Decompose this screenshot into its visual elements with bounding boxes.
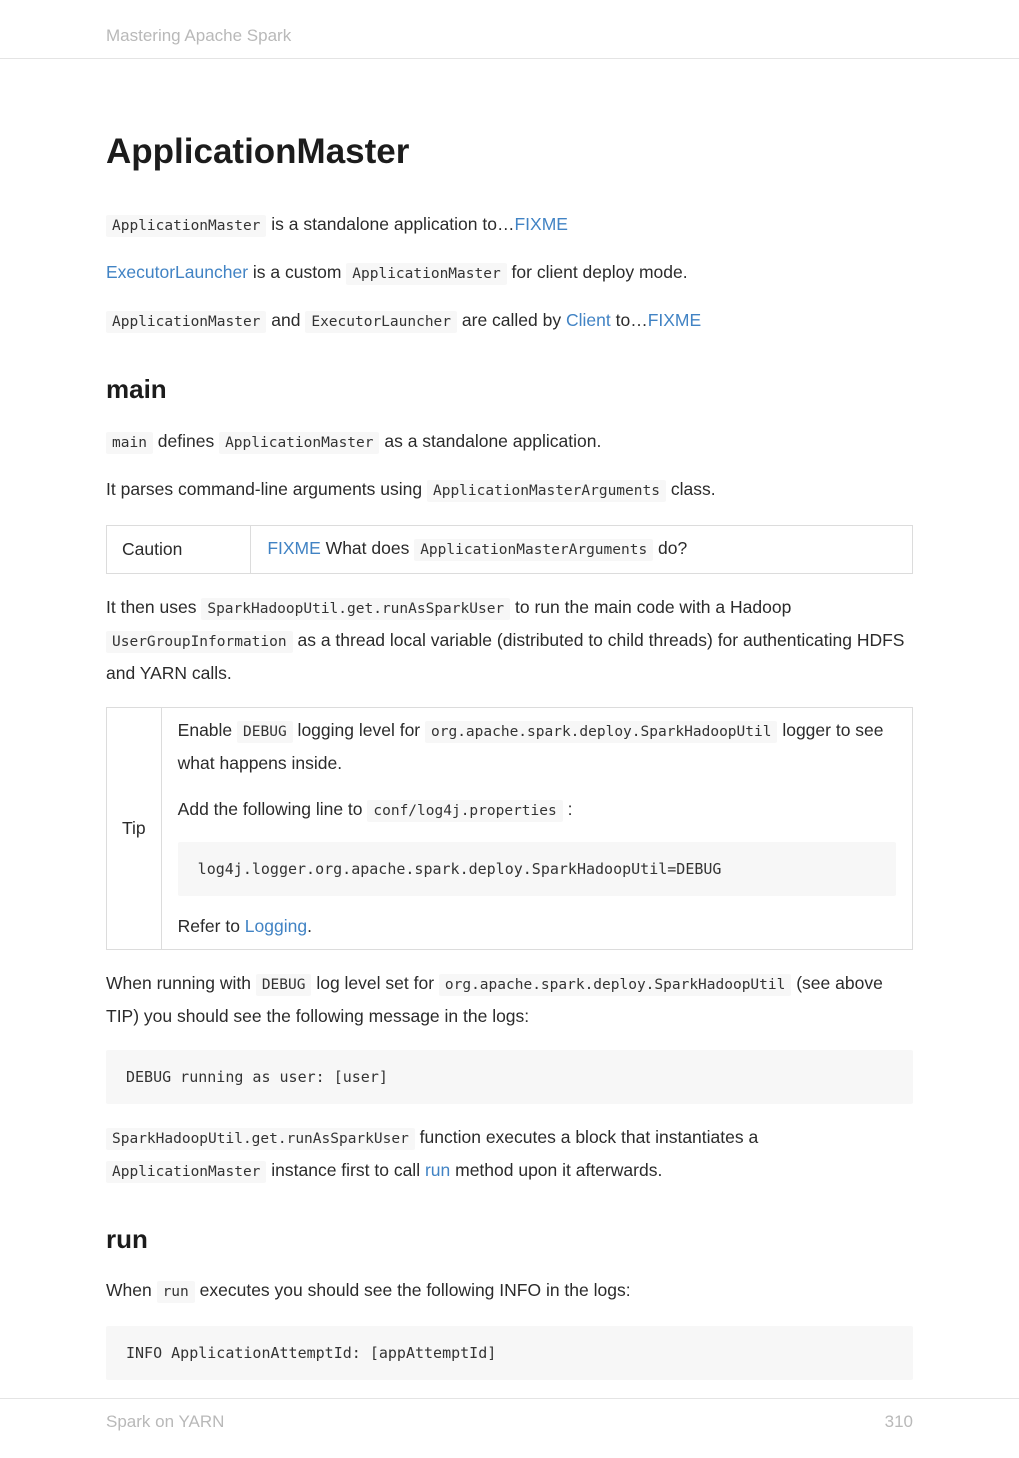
section-heading: main bbox=[106, 374, 167, 404]
page-header bbox=[0, 0, 1019, 59]
inline-code: SparkHadoopUtil.get.runAsSparkUser bbox=[201, 598, 510, 620]
paragraph: main defines ApplicationMaster as a standalone application. bbox=[106, 426, 913, 459]
paragraph: SparkHadoopUtil.get.runAsSparkUser function executes a block that instantiates a ApplicationMaster instance first to call run method upon it afterwards. bbox=[106, 1122, 913, 1188]
paragraph: When run executes you should see the following INFO in the logs: bbox=[106, 1275, 913, 1308]
inline-code: org.apache.spark.deploy.SparkHadoopUtil bbox=[439, 974, 791, 996]
document-content bbox=[106, 131, 913, 1380]
inline-code: ApplicationMasterArguments bbox=[414, 539, 653, 561]
paragraph: ApplicationMaster and ExecutorLauncher are called by Client to…FIXME bbox=[106, 305, 913, 338]
link[interactable]: Client bbox=[565, 310, 611, 330]
note-caution bbox=[106, 525, 913, 574]
page-title: ApplicationMaster bbox=[106, 132, 410, 171]
note-label: Tip bbox=[107, 708, 162, 949]
code-block: log4j.logger.org.apache.spark.deploy.SparkHadoopUtil=DEBUG bbox=[178, 842, 896, 896]
footer-page-number: 310 bbox=[884, 1412, 913, 1431]
inline-code: ApplicationMasterArguments bbox=[427, 480, 666, 502]
inline-code: ApplicationMaster bbox=[106, 215, 266, 237]
note-tip bbox=[106, 707, 913, 950]
paragraph: Enable DEBUG logging level for org.apache.spark.deploy.SparkHadoopUtil logger to see what happens inside. bbox=[177, 719, 884, 773]
paragraph: It parses command-line arguments using ApplicationMasterArguments class. bbox=[106, 474, 913, 507]
link[interactable]: ExecutorLauncher bbox=[106, 262, 249, 282]
inline-code: ApplicationMaster bbox=[346, 263, 506, 285]
link[interactable]: FIXME bbox=[647, 310, 702, 330]
inline-code: run bbox=[157, 1281, 195, 1303]
inline-code: DEBUG bbox=[237, 721, 293, 743]
note-body bbox=[162, 708, 912, 949]
inline-code: ApplicationMaster bbox=[219, 432, 379, 454]
note-body bbox=[251, 526, 912, 573]
paragraph: ExecutorLauncher is a custom ApplicationMaster for client deploy mode. bbox=[106, 257, 913, 290]
inline-code: ApplicationMaster bbox=[106, 311, 266, 333]
page-footer bbox=[0, 1398, 1019, 1458]
paragraph: Add the following line to conf/log4j.properties : bbox=[178, 794, 896, 827]
inline-code: main bbox=[106, 432, 153, 454]
code-block: DEBUG running as user: [user] bbox=[106, 1050, 913, 1104]
paragraph: It then uses SparkHadoopUtil.get.runAsSparkUser to run the main code with a Hadoop UserGroupInformation as a thread local variable (distributed to child threads) for authenticating HDFS and YARN calls. bbox=[106, 596, 905, 683]
paragraph: FIXME What does ApplicationMasterArguments do? bbox=[267, 533, 896, 566]
section-heading: run bbox=[106, 1223, 148, 1254]
inline-code: UserGroupInformation bbox=[106, 631, 293, 653]
link[interactable]: FIXME bbox=[267, 537, 321, 558]
link[interactable]: Logging bbox=[244, 915, 308, 936]
link[interactable]: FIXME bbox=[514, 214, 568, 234]
inline-code: ApplicationMaster bbox=[106, 1161, 266, 1183]
page-body bbox=[0, 59, 1019, 1398]
code-block: INFO ApplicationAttemptId: [appAttemptId] bbox=[106, 1326, 913, 1380]
inline-code: DEBUG bbox=[256, 974, 312, 996]
footer-section-title: Spark on YARN bbox=[106, 1412, 225, 1431]
inline-code: ExecutorLauncher bbox=[305, 311, 457, 333]
paragraph: Refer to Logging. bbox=[177, 915, 312, 936]
inline-code: org.apache.spark.deploy.SparkHadoopUtil bbox=[425, 721, 777, 743]
link[interactable]: run bbox=[424, 1159, 451, 1180]
note-label: Caution bbox=[107, 526, 251, 573]
inline-code: SparkHadoopUtil.get.runAsSparkUser bbox=[106, 1128, 415, 1150]
paragraph: ApplicationMaster is a standalone application to…FIXME bbox=[106, 209, 913, 242]
paragraph: When running with DEBUG log level set for org.apache.spark.deploy.SparkHadoopUtil (see above TIP) you should see the following message in the logs: bbox=[106, 972, 883, 1026]
inline-code: conf/log4j.properties bbox=[367, 800, 562, 822]
book-title: Mastering Apache Spark bbox=[106, 26, 292, 45]
